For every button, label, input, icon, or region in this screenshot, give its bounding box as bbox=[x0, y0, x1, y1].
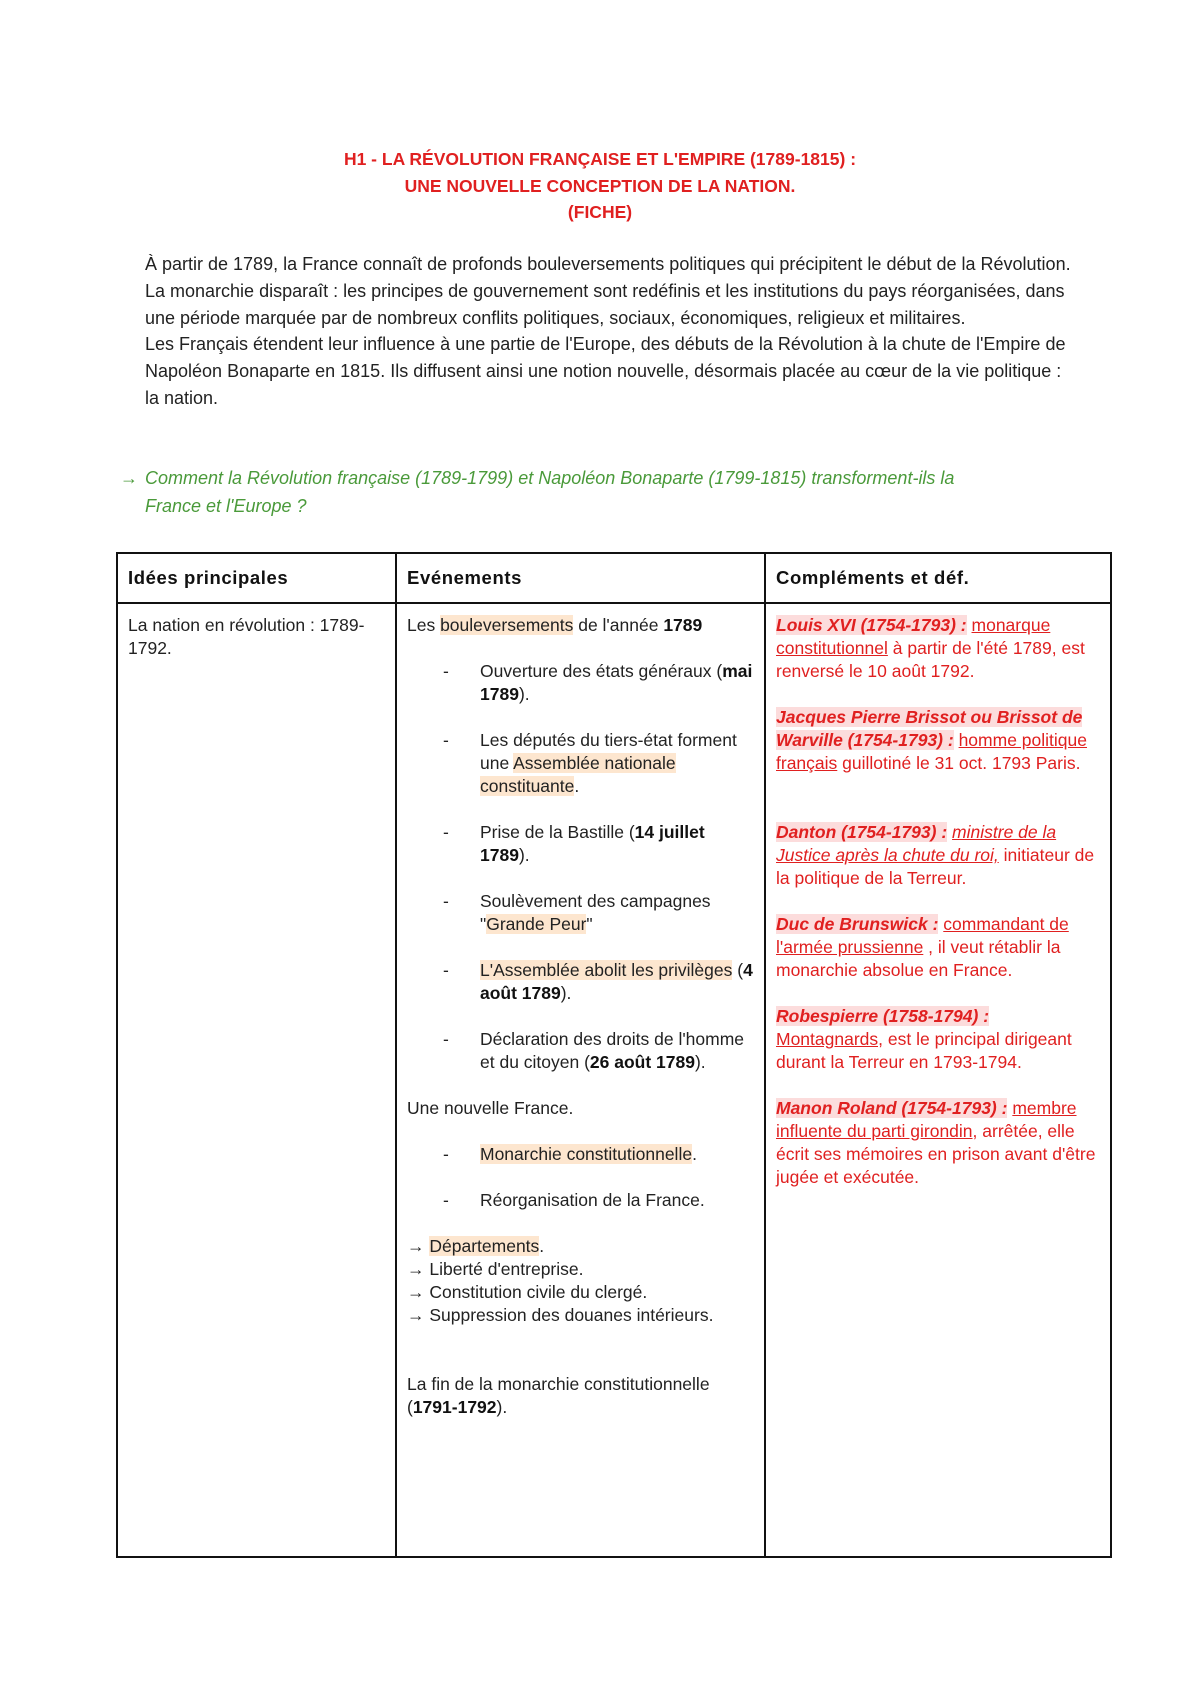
main-idea-cell bbox=[117, 603, 396, 1557]
complements-cell bbox=[765, 603, 1111, 1557]
header-events: Evénements bbox=[396, 553, 765, 603]
complement-danton: Danton (1754-1793) : ministre de la Justice après la chute du roi, initiateur de la politique de la Terreur. bbox=[776, 822, 1095, 888]
event-new-france: Une nouvelle France. bbox=[407, 1098, 574, 1118]
introduction bbox=[145, 251, 1075, 412]
document-title bbox=[0, 146, 1200, 226]
reform-customs: → Suppression des douanes intérieurs. bbox=[407, 1305, 714, 1325]
events-list-1789 bbox=[407, 660, 754, 1074]
complement-robespierre: Robespierre (1758-1794) : Montagnards, est le principal dirigeant durant la Terreur en 1793-1794. bbox=[776, 1006, 1072, 1072]
events-cell bbox=[396, 603, 765, 1557]
list-item: - Les députés du tiers-état forment une Assemblée nationale constituante. bbox=[407, 729, 754, 798]
intro-paragraph-1: À partir de 1789, la France connaît de profonds bouleversements politiques qui précipitent le début de la Révolution. bbox=[145, 254, 1071, 274]
list-item: - Prise de la Bastille (14 juillet 1789). bbox=[407, 821, 754, 867]
list-item: - Réorganisation de la France. bbox=[407, 1189, 754, 1212]
reform-clergy: → Constitution civile du clergé. bbox=[407, 1282, 648, 1302]
list-item: - Soulèvement des campagnes "Grande Peur" bbox=[407, 890, 754, 936]
event-intro: Les bouleversements de l'année 1789 bbox=[407, 615, 703, 635]
events-list-new-france bbox=[407, 1143, 754, 1212]
question-line-1: Comment la Révolution française (1789-1799) et Napoléon Bonaparte (1799-1815) transforment-ils la bbox=[145, 468, 955, 488]
table-header-row bbox=[117, 553, 1111, 603]
title-line-2: UNE NOUVELLE CONCEPTION DE LA NATION. bbox=[404, 175, 796, 196]
header-complements: Compléments et déf. bbox=[765, 553, 1111, 603]
title-line-1: H1 - LA RÉVOLUTION FRANÇAISE ET L'EMPIRE (1789-1815) : bbox=[343, 149, 857, 169]
arrow-icon: → bbox=[120, 468, 138, 488]
main-idea-text: La nation en révolution : 1789-1792. bbox=[128, 615, 365, 658]
intro-paragraph-2: La monarchie disparaît : les principes de gouvernement sont redéfinis et les institutions du pays réorganisées, dans une période marquée par de nombreux conflits politiques, sociaux, économiques, religieux et militaires. bbox=[145, 280, 1065, 328]
event-end-monarchy: La fin de la monarchie constitutionnelle (1791-1792). bbox=[407, 1374, 710, 1417]
reform-departements: → Départements. bbox=[407, 1236, 545, 1256]
list-item: - Ouverture des états généraux (mai 1789). bbox=[407, 660, 754, 706]
table-row bbox=[117, 603, 1111, 1557]
complement-brunswick: Duc de Brunswick : commandant de l'armée prussienne , il veut rétablir la monarchie absolue en France. bbox=[776, 914, 1069, 980]
list-item: - Monarchie constitutionnelle. bbox=[407, 1143, 754, 1166]
problem-question bbox=[120, 464, 1080, 520]
summary-table bbox=[116, 552, 1112, 1558]
complement-manon-roland: Manon Roland (1754-1793) : membre influente du parti girondin, arrêtée, elle écrit ses mémoires en prison avant d'être jugée et exécutée. bbox=[776, 1098, 1096, 1187]
intro-paragraph-3: Les Français étendent leur influence à une partie de l'Europe, des débuts de la Révolution à la chute de l'Empire de Napoléon Bonaparte en 1815. Ils diffusent ainsi une notion nouvelle, désormais placée au cœur de la vie politique : la nation. bbox=[145, 334, 1066, 408]
reform-enterprise: → Liberté d'entreprise. bbox=[407, 1259, 584, 1279]
question-line-2: France et l'Europe ? bbox=[145, 496, 307, 516]
complement-louis-xvi: Louis XVI (1754-1793) : monarque constitutionnel à partir de l'été 1789, est renversé le 10 août 1792. bbox=[776, 615, 1085, 681]
complement-brissot: Jacques Pierre Brissot ou Brissot de Warville (1754-1793) : homme politique français guillotiné le 31 oct. 1793 Paris. bbox=[776, 707, 1087, 773]
header-main-ideas: Idées principales bbox=[117, 553, 396, 603]
list-item: - L'Assemblée abolit les privilèges (4 août 1789). bbox=[407, 959, 754, 1005]
list-item: - Déclaration des droits de l'homme et du citoyen (26 août 1789). bbox=[407, 1028, 754, 1074]
title-line-3: (FICHE) bbox=[567, 202, 633, 222]
